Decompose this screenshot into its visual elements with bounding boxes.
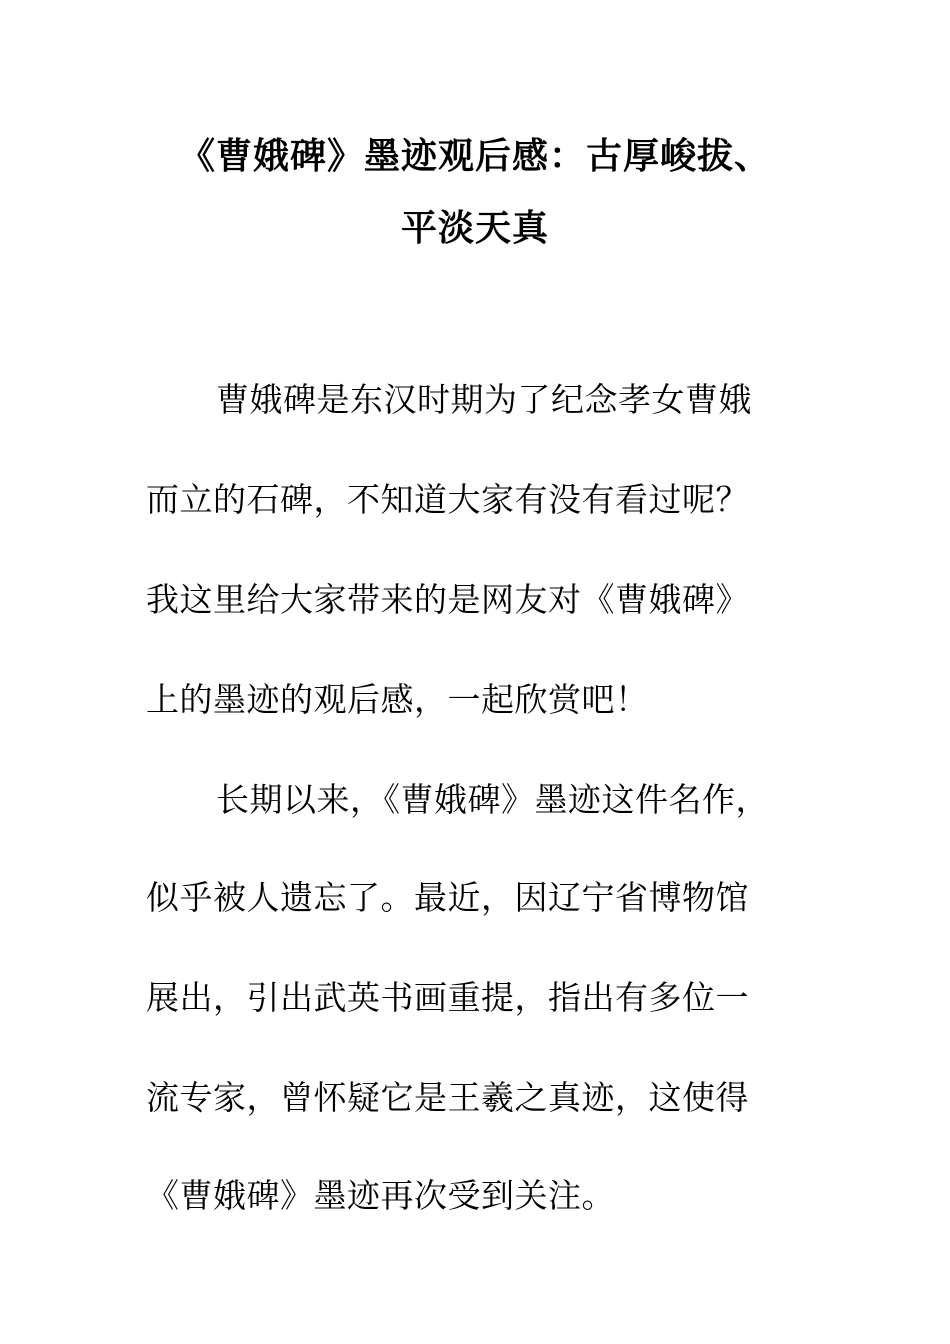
document-title-line-2: 平淡天真 — [400, 207, 549, 249]
document-title-line-1: 《曹娥碑》墨迹观后感：古厚峻拔、 — [178, 135, 771, 177]
paragraph-line: 《曹娥碑》墨迹再次受到关注。 — [146, 1176, 615, 1215]
paragraph-line: 似乎被人遗忘了。最近，因辽宁省博物馆 — [146, 878, 749, 917]
paragraph-line: 展出，引出武英书画重提，指出有多位一 — [146, 978, 749, 1017]
paragraph-line: 曹娥碑是东汉时期为了纪念孝女曹娥 — [216, 380, 752, 419]
paragraph-line: 长期以来，《曹娥碑》墨迹这件名作， — [216, 780, 769, 819]
paragraph-line: 而立的石碑，不知道大家有没有看过呢？ — [146, 480, 749, 519]
paragraph-line: 流专家，曾怀疑它是王羲之真迹，这使得 — [146, 1078, 749, 1117]
paragraph-line: 我这里给大家带来的是网友对《曹娥碑》 — [146, 580, 749, 619]
paragraph-line: 上的墨迹的观后感，一起欣赏吧！ — [146, 680, 649, 719]
